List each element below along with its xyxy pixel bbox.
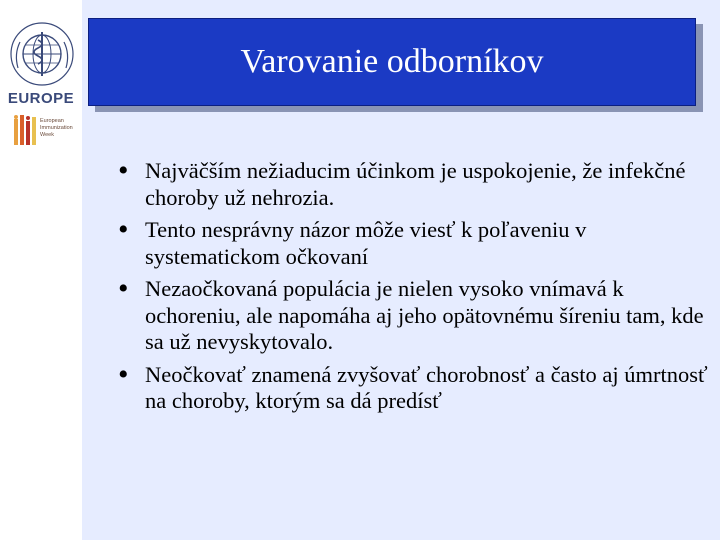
bullet-item (118, 272, 708, 356)
bullet-icon: • (118, 272, 129, 305)
bullet-item (118, 213, 708, 270)
bullet-icon: • (118, 213, 129, 246)
slide-title: Varovanie odborníkov (240, 43, 544, 80)
bullet-item (118, 154, 708, 211)
title-banner (88, 18, 696, 106)
bullet-text: Nezaočkovaná populácia je nielen vysoko vnímavá k ochoreniu, ale napomáha aj jeho opätovnému šíreniu tam, kde sa už nevyskytovalo. (145, 276, 704, 354)
bullet-text: Tento nesprávny názor môže viesť k poľaveniu v systematickom očkovaní (145, 217, 587, 269)
bullet-icon: • (118, 357, 129, 391)
eiw-logo-text: European Immunization Week (40, 118, 73, 138)
who-emblem-icon (8, 20, 76, 88)
europe-label: EUROPE (7, 90, 75, 107)
bullet-icon: • (118, 154, 129, 187)
bullet-text: Neočkovať znamená zvyšovať chorobnosť a často aj úmrtnosť na choroby, ktorým sa dá predísť (145, 361, 708, 413)
bullet-list (118, 154, 708, 421)
bullet-text: Najväčším nežiaducim účinkom je uspokojenie, že infekčné choroby už nehrozia. (145, 158, 686, 210)
bullet-item (118, 357, 708, 415)
